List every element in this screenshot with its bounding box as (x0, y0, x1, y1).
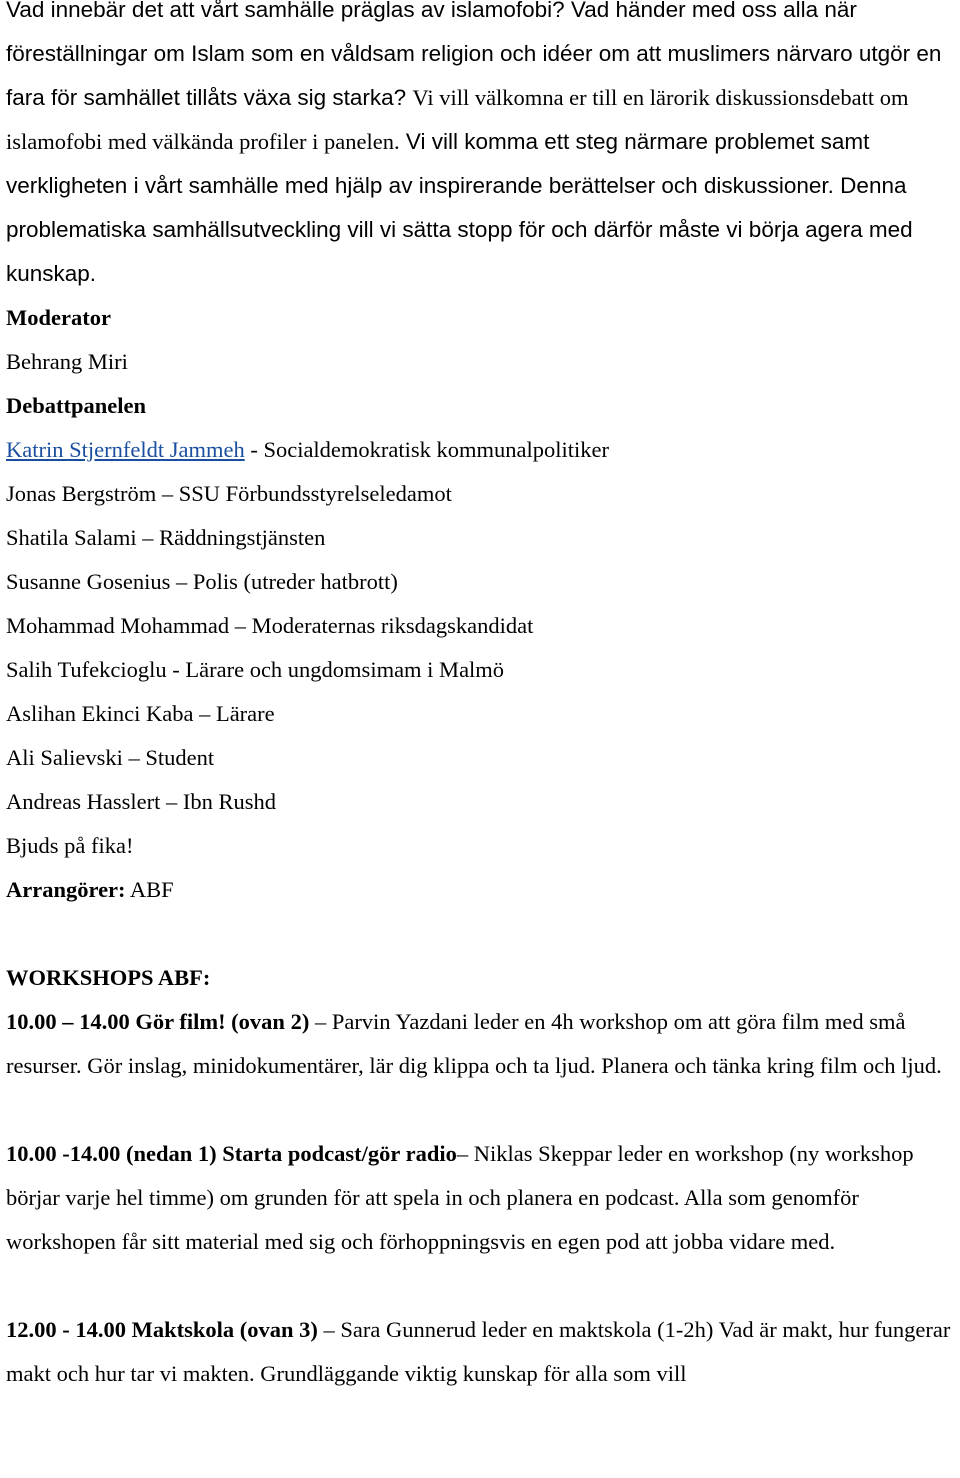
document-page (6, 0, 956, 1396)
panel-member: Ali Salievski – Student (6, 745, 215, 770)
arrangers-value: ABF (125, 877, 174, 902)
panel-member-linked (6, 428, 956, 472)
workshop-description: – Sara Gunnerud leder en maktskola (1-2h) Vad är makt, hur fungerar makt och hur tar vi makten. Grundläggande viktig kunskap för alla som vill (6, 1317, 951, 1386)
panel-member: Shatila Salami – Räddningstjänsten (6, 525, 326, 550)
workshop-title: 12.00 - 14.00 Maktskola (ovan 3) (6, 1317, 318, 1342)
panel-member-link[interactable]: Katrin Stjernfeldt Jammeh (6, 437, 245, 462)
moderator-name: Behrang Miri (6, 349, 128, 374)
spacer (6, 1088, 956, 1132)
arrangers-label: Arrangörer: (6, 877, 126, 902)
intro-text-3: Vi vill komma ett steg närmare problemet samt verkligheten i vårt samhälle med hjälp av inspirerande berättelser och diskussioner. Denna problematiska samhällsutveckling vill vi sätta stopp för och därför måste vi börja agera med kunskap. (6, 129, 913, 286)
workshops-heading: WORKSHOPS ABF: (6, 965, 211, 990)
intro-text-2: Vi vill välkomna er till en lärorik diskussionsdebatt om islamofobi med välkända profiler i panelen. (6, 85, 909, 154)
fika-note: Bjuds på fika! (6, 833, 134, 858)
panel-member: Mohammad Mohammad – Moderaternas riksdagskandidat (6, 613, 534, 638)
panel-member: Aslihan Ekinci Kaba – Lärare (6, 701, 275, 726)
intro-paragraph (6, 0, 956, 296)
panel-member: Susanne Gosenius – Polis (utreder hatbrott) (6, 569, 398, 594)
panel-member-role: - Socialdemokratisk kommunalpolitiker (244, 437, 610, 462)
workshop-item (6, 1308, 956, 1396)
workshop-title: 10.00 -14.00 (nedan 1) Starta podcast/gör radio (6, 1141, 457, 1166)
moderator-heading: Moderator (6, 305, 111, 330)
panel-heading: Debattpanelen (6, 393, 146, 418)
workshop-description: – Niklas Skeppar leder en workshop (ny workshop börjar varje hel timme) om grunden för att spela in och planera en podcast. Alla som genomför workshopen får sitt material med sig och förhoppningsvis en egen pod att jobba vidare med. (6, 1141, 914, 1254)
spacer (6, 1264, 956, 1308)
workshop-title: 10.00 – 14.00 Gör film! (ovan 2) (6, 1009, 310, 1034)
panel-member: Jonas Bergström – SSU Förbundsstyrelseledamot (6, 481, 452, 506)
arrangers-line (6, 868, 956, 912)
panel-member: Andreas Hasslert – Ibn Rushd (6, 789, 276, 814)
workshop-item (6, 1000, 956, 1088)
workshop-description: – Parvin Yazdani leder en 4h workshop om att göra film med små resurser. Gör inslag, minidokumentärer, lär dig klippa och ta ljud. Planera och tänka kring film och ljud. (6, 1009, 942, 1078)
spacer (6, 912, 956, 956)
intro-text-1: Vad innebär det att vårt samhälle präglas av islamofobi? Vad händer med oss alla när föreställningar om Islam som en våldsam religion och idéer om att muslimers närvaro utgör en fara för samhället tillåts växa sig starka? (6, 0, 942, 110)
workshop-item (6, 1132, 956, 1264)
panel-member: Salih Tufekcioglu - Lärare och ungdomsimam i Malmö (6, 657, 505, 682)
